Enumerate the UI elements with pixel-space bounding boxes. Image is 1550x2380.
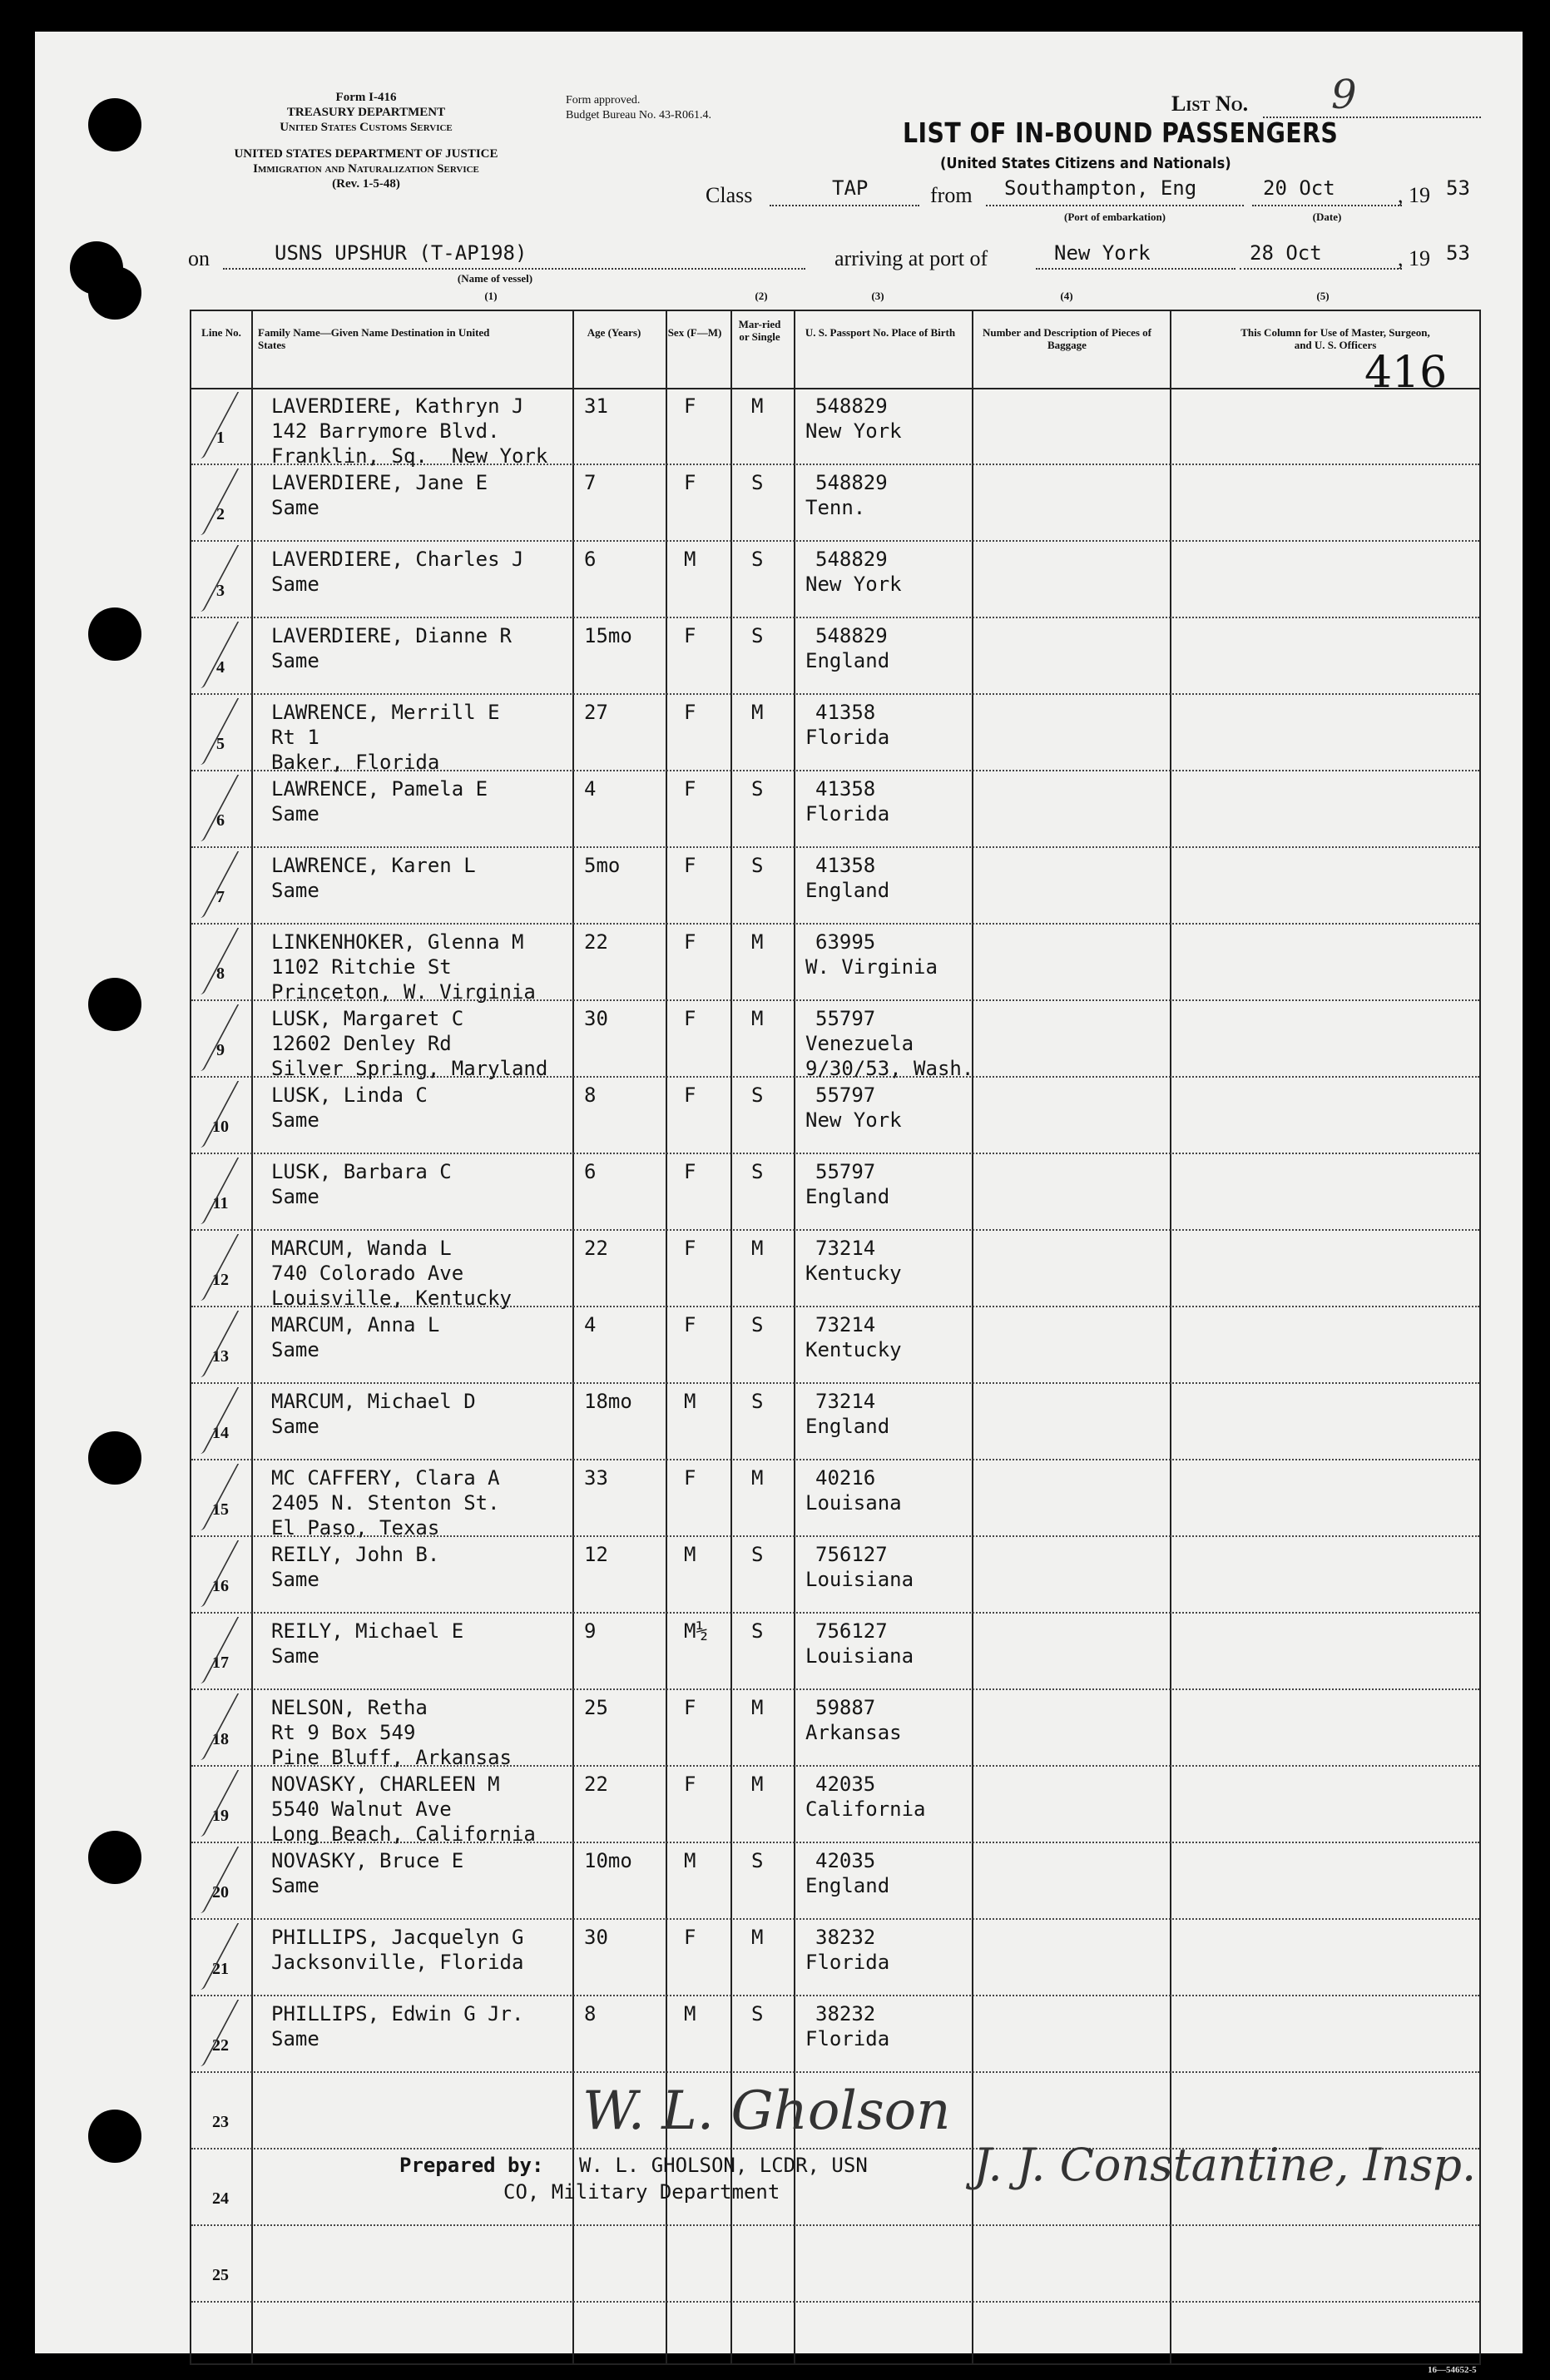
passenger-destination: 5540 Walnut Ave Long Beach, California bbox=[271, 1797, 536, 1846]
arrival-year-prefix: , 19 bbox=[1398, 246, 1430, 270]
prepared-by-name: W. L. GHOLSON, LCDR, USN bbox=[579, 2154, 868, 2177]
col-line-no: Line No. bbox=[201, 326, 241, 339]
row-divider bbox=[191, 693, 1479, 695]
row-divider bbox=[191, 1153, 1479, 1154]
line-number: 16 bbox=[212, 1577, 229, 1595]
passport-number: 63995 bbox=[815, 930, 876, 954]
passenger-sex: M bbox=[684, 548, 696, 571]
place-of-birth: Kentucky bbox=[805, 1262, 902, 1285]
place-of-birth: Florida bbox=[805, 1951, 890, 1974]
ins-label: Immigration and Naturalization Service bbox=[253, 162, 479, 176]
row-divider bbox=[191, 846, 1479, 848]
line-number: 17 bbox=[212, 1654, 229, 1672]
passport-number: 73214 bbox=[815, 1313, 876, 1336]
passenger-name: LAVERDIERE, Jane E bbox=[271, 471, 488, 494]
passenger-age: 8 bbox=[584, 1083, 597, 1107]
row-divider bbox=[191, 617, 1479, 618]
line-number: 5 bbox=[216, 735, 225, 753]
passenger-name: LAVERDIERE, Kathryn J bbox=[271, 394, 524, 418]
passport-number: 756127 bbox=[815, 1619, 888, 1643]
passport-number: 59887 bbox=[815, 1696, 876, 1719]
passenger-marital-status: M bbox=[751, 394, 764, 418]
passenger-age: 12 bbox=[584, 1543, 608, 1566]
passport-number: 55797 bbox=[815, 1083, 876, 1107]
embarkation-date: 20 Oct bbox=[1263, 176, 1335, 200]
passenger-destination: Same bbox=[271, 1568, 319, 1591]
col-divider bbox=[972, 311, 973, 2363]
on-label: on bbox=[188, 246, 210, 270]
row-divider bbox=[191, 1229, 1479, 1231]
line-number: 12 bbox=[212, 1271, 229, 1289]
passenger-sex: M bbox=[684, 2002, 696, 2025]
passenger-sex: F bbox=[684, 1696, 696, 1719]
passenger-destination: 1102 Ritchie St Princeton, W. Virginia bbox=[271, 955, 536, 1004]
agency-header bbox=[179, 90, 553, 135]
passenger-name: REILY, John B. bbox=[271, 1543, 440, 1566]
passenger-marital-status: S bbox=[751, 1849, 764, 1872]
passenger-destination: Same bbox=[271, 802, 319, 826]
passenger-sex: F bbox=[684, 1160, 696, 1183]
row-divider bbox=[191, 1995, 1479, 1996]
prepared-by-label: Prepared by: bbox=[399, 2154, 544, 2177]
passenger-marital-status: M bbox=[751, 1237, 764, 1260]
place-of-birth: England bbox=[805, 1415, 890, 1438]
passenger-name: LAWRENCE, Karen L bbox=[271, 854, 476, 877]
col-divider bbox=[572, 311, 574, 2363]
passenger-age: 10mo bbox=[584, 1849, 632, 1872]
place-of-birth: Louisana bbox=[805, 1491, 902, 1515]
port-embark-caption: (Port of embarkation) bbox=[1063, 211, 1166, 223]
passenger-name: NOVASKY, CHARLEEN M bbox=[271, 1773, 500, 1796]
vessel-name: USNS UPSHUR (T-AP198) bbox=[275, 241, 527, 265]
col-divider bbox=[794, 311, 795, 2363]
passenger-name: LUSK, Linda C bbox=[271, 1083, 428, 1107]
passenger-marital-status: M bbox=[751, 1007, 764, 1030]
passenger-age: 4 bbox=[584, 1313, 597, 1336]
passenger-marital-status: S bbox=[751, 1160, 764, 1183]
passport-number: 73214 bbox=[815, 1390, 876, 1413]
line-number: 19 bbox=[212, 1807, 229, 1825]
passport-number: 41358 bbox=[815, 854, 876, 877]
place-of-birth: Venezuela 9/30/53, Wash. bbox=[805, 1032, 974, 1080]
punch-hole bbox=[88, 1831, 141, 1884]
passenger-age: 22 bbox=[584, 930, 608, 954]
passport-number: 548829 bbox=[815, 471, 888, 494]
place-of-birth: England bbox=[805, 879, 890, 902]
passenger-destination: Same bbox=[271, 1644, 319, 1668]
passenger-destination: 2405 N. Stenton St. El Paso, Texas bbox=[271, 1491, 500, 1540]
class-rule bbox=[770, 205, 919, 206]
passenger-age: 6 bbox=[584, 1160, 597, 1183]
passenger-name: MARCUM, Wanda L bbox=[271, 1237, 452, 1260]
passenger-name: MARCUM, Anna L bbox=[271, 1313, 440, 1336]
punch-hole bbox=[88, 607, 141, 661]
passenger-destination: 12602 Denley Rd Silver Spring, Maryland bbox=[271, 1032, 548, 1080]
line-number: 11 bbox=[212, 1194, 229, 1212]
officials-stamp-number: 416 bbox=[1364, 348, 1448, 398]
passenger-destination: 142 Barrymore Blvd. Franklin, Sq. New York bbox=[271, 419, 548, 468]
line-number: 22 bbox=[212, 2036, 229, 2055]
passenger-marital-status: M bbox=[751, 930, 764, 954]
embarkation-port: Southampton, Eng bbox=[1004, 176, 1197, 200]
passenger-marital-status: M bbox=[751, 1926, 764, 1949]
place-of-birth: England bbox=[805, 1874, 890, 1897]
list-no-value: 9 bbox=[1331, 72, 1357, 118]
col-marker: (1) bbox=[484, 290, 498, 302]
passenger-sex: F bbox=[684, 624, 696, 647]
place-of-birth: Tenn. bbox=[805, 496, 866, 519]
passenger-marital-status: M bbox=[751, 701, 764, 724]
passenger-age: 30 bbox=[584, 1926, 608, 1949]
passenger-destination: Jacksonville, Florida bbox=[271, 1951, 524, 1974]
form-print-code: 16—54652-5 bbox=[1428, 2365, 1477, 2375]
place-of-birth: Kentucky bbox=[805, 1338, 902, 1361]
passenger-age: 15mo bbox=[584, 624, 632, 647]
place-of-birth: Arkansas bbox=[805, 1721, 902, 1744]
passenger-sex: F bbox=[684, 930, 696, 954]
col-sex: Sex (F—M) bbox=[667, 326, 722, 339]
passenger-age: 22 bbox=[584, 1773, 608, 1796]
passenger-destination: Same bbox=[271, 649, 319, 672]
line-number: 10 bbox=[212, 1118, 229, 1136]
passenger-destination: Same bbox=[271, 1338, 319, 1361]
customs-label: United States Customs Service bbox=[280, 121, 453, 134]
class-value: TAP bbox=[832, 176, 869, 200]
passenger-sex: M bbox=[684, 1849, 696, 1872]
col-marker: (2) bbox=[755, 290, 768, 302]
embark-date-rule bbox=[1252, 205, 1402, 206]
page-subtitle: (United States Citizens and Nationals) bbox=[940, 155, 1231, 172]
passenger-age: 8 bbox=[584, 2002, 597, 2025]
vessel-caption: (Name of vessel) bbox=[457, 272, 533, 285]
passenger-age: 30 bbox=[584, 1007, 608, 1030]
passport-number: 548829 bbox=[815, 624, 888, 647]
from-label: from bbox=[930, 183, 973, 207]
place-of-birth: England bbox=[805, 649, 890, 672]
place-of-birth: W. Virginia bbox=[805, 955, 938, 979]
line-number: 14 bbox=[212, 1424, 229, 1442]
passenger-sex: F bbox=[684, 777, 696, 801]
passport-number: 42035 bbox=[815, 1773, 876, 1796]
passenger-destination: Same bbox=[271, 1415, 319, 1438]
punch-hole bbox=[88, 98, 141, 151]
signature-gholson: W. L. Gholson bbox=[582, 2080, 951, 2142]
passport-number: 38232 bbox=[815, 1926, 876, 1949]
passenger-name: REILY, Michael E bbox=[271, 1619, 464, 1643]
passenger-sex: F bbox=[684, 1773, 696, 1796]
place-of-birth: California bbox=[805, 1797, 926, 1821]
passenger-age: 18mo bbox=[584, 1390, 632, 1413]
passenger-marital-status: M bbox=[751, 1466, 764, 1490]
passenger-name: LAWRENCE, Pamela E bbox=[271, 777, 488, 801]
arrival-date: 28 Oct bbox=[1250, 241, 1322, 265]
passenger-age: 4 bbox=[584, 777, 597, 801]
passenger-name: NOVASKY, Bruce E bbox=[271, 1849, 464, 1872]
treasury-label: TREASURY DEPARTMENT bbox=[286, 106, 446, 119]
place-of-birth: Louisiana bbox=[805, 1644, 914, 1668]
passport-number: 756127 bbox=[815, 1543, 888, 1566]
passenger-name: LAVERDIERE, Charles J bbox=[271, 548, 524, 571]
row-divider bbox=[191, 1459, 1479, 1460]
embark-year-prefix: , 19 bbox=[1398, 183, 1430, 207]
passenger-destination: 740 Colorado Ave Louisville, Kentucky bbox=[271, 1262, 512, 1310]
passport-number: 38232 bbox=[815, 2002, 876, 2025]
passport-number: 42035 bbox=[815, 1849, 876, 1872]
passenger-marital-status: M bbox=[751, 1773, 764, 1796]
col-marker: (4) bbox=[1060, 290, 1073, 302]
budget-bureau: Budget Bureau No. 43-R061.4. bbox=[566, 109, 711, 121]
form-approved: Form approved. bbox=[566, 94, 641, 107]
form-number: Form I-416 bbox=[335, 91, 397, 104]
passenger-sex: F bbox=[684, 701, 696, 724]
passenger-name: LAWRENCE, Merrill E bbox=[271, 701, 500, 724]
prepared-by-title: CO, Military Department bbox=[503, 2180, 780, 2204]
col-age: Age (Years) bbox=[587, 326, 641, 339]
col-divider bbox=[666, 311, 667, 2363]
passport-number: 41358 bbox=[815, 701, 876, 724]
line-number: 21 bbox=[212, 1960, 229, 1978]
passenger-sex: F bbox=[684, 1083, 696, 1107]
line-number: 24 bbox=[212, 2189, 229, 2208]
passenger-sex: M½ bbox=[684, 1619, 708, 1643]
revision-label: (Rev. 1-5-48) bbox=[332, 177, 400, 191]
passenger-destination: Same bbox=[271, 496, 319, 519]
col-passport: U. S. Passport No. Place of Birth bbox=[805, 326, 956, 339]
list-no-label: List No. bbox=[1171, 92, 1249, 116]
col-marker: (3) bbox=[871, 290, 884, 302]
passenger-name: LUSK, Margaret C bbox=[271, 1007, 464, 1030]
passenger-name: LINKENHOKER, Glenna M bbox=[271, 930, 524, 954]
punch-hole bbox=[88, 266, 141, 320]
passport-number: 55797 bbox=[815, 1007, 876, 1030]
col-divider bbox=[251, 311, 253, 2363]
row-divider bbox=[191, 1918, 1479, 1920]
header-divider bbox=[191, 388, 1479, 389]
passenger-age: 31 bbox=[584, 394, 608, 418]
passenger-destination: Same bbox=[271, 1108, 319, 1132]
line-number: 13 bbox=[212, 1347, 229, 1366]
passenger-age: 25 bbox=[584, 1696, 608, 1719]
passenger-sex: M bbox=[684, 1390, 696, 1413]
passenger-age: 6 bbox=[584, 548, 597, 571]
signature-inspector: J. J. Constantine, Insp. bbox=[973, 2139, 1477, 2191]
doj-header bbox=[179, 146, 553, 191]
line-number: 4 bbox=[216, 658, 225, 677]
passport-number: 548829 bbox=[815, 394, 888, 418]
passport-number: 55797 bbox=[815, 1160, 876, 1183]
passenger-marital-status: S bbox=[751, 777, 764, 801]
arrival-port-rule bbox=[1036, 268, 1236, 270]
passenger-marital-status: S bbox=[751, 1083, 764, 1107]
col-divider bbox=[1170, 311, 1171, 2363]
row-divider bbox=[191, 1688, 1479, 1690]
place-of-birth: Florida bbox=[805, 802, 890, 826]
line-number: 23 bbox=[212, 2113, 229, 2131]
col-divider bbox=[730, 311, 732, 2363]
passenger-destination: Same bbox=[271, 2027, 319, 2050]
line-number: 3 bbox=[216, 582, 225, 600]
place-of-birth: New York bbox=[805, 1108, 902, 1132]
passenger-destination: Same bbox=[271, 1874, 319, 1897]
line-number: 15 bbox=[212, 1500, 229, 1519]
passenger-name: MARCUM, Michael D bbox=[271, 1390, 476, 1413]
passenger-sex: F bbox=[684, 394, 696, 418]
line-number: 8 bbox=[216, 964, 225, 983]
passenger-sex: F bbox=[684, 1237, 696, 1260]
col-marker: (5) bbox=[1316, 290, 1330, 302]
arrival-port: New York bbox=[1054, 241, 1151, 265]
page-title: LIST OF IN-BOUND PASSENGERS bbox=[903, 117, 1339, 149]
row-divider bbox=[191, 540, 1479, 542]
passport-number: 548829 bbox=[815, 548, 888, 571]
passenger-destination: Rt 1 Baker, Florida bbox=[271, 726, 440, 774]
passport-number: 41358 bbox=[815, 777, 876, 801]
passenger-name: LUSK, Barbara C bbox=[271, 1160, 452, 1183]
row-divider bbox=[191, 2301, 1479, 2303]
passenger-marital-status: S bbox=[751, 548, 764, 571]
row-divider bbox=[191, 1612, 1479, 1614]
place-of-birth: England bbox=[805, 1185, 890, 1208]
place-of-birth: New York bbox=[805, 573, 902, 596]
place-of-birth: New York bbox=[805, 419, 902, 443]
passenger-age: 7 bbox=[584, 471, 597, 494]
passenger-marital-status: S bbox=[751, 471, 764, 494]
row-divider bbox=[191, 2071, 1479, 2073]
passenger-age: 33 bbox=[584, 1466, 608, 1490]
passenger-name: NELSON, Retha bbox=[271, 1696, 428, 1719]
passenger-sex: F bbox=[684, 1007, 696, 1030]
place-of-birth: Louisiana bbox=[805, 1568, 914, 1591]
row-divider bbox=[191, 1382, 1479, 1384]
line-number: 9 bbox=[216, 1041, 225, 1059]
passport-number: 73214 bbox=[815, 1237, 876, 1260]
col-officials: This Column for Use of Master, Surgeon, and U. S. Officers bbox=[1240, 326, 1430, 351]
passenger-marital-status: S bbox=[751, 624, 764, 647]
passenger-marital-status: S bbox=[751, 854, 764, 877]
passenger-marital-status: M bbox=[751, 1696, 764, 1719]
arriving-label: arriving at port of bbox=[834, 246, 988, 270]
col-married: Mar-ried or Single bbox=[738, 318, 781, 343]
punch-hole bbox=[88, 978, 141, 1031]
passenger-name: PHILLIPS, Jacquelyn G bbox=[271, 1926, 524, 1949]
passenger-name: MC CAFFERY, Clara A bbox=[271, 1466, 500, 1490]
passenger-destination: Same bbox=[271, 879, 319, 902]
doj-label: UNITED STATES DEPARTMENT OF JUSTICE bbox=[234, 147, 498, 161]
passenger-sex: M bbox=[684, 1543, 696, 1566]
row-divider bbox=[191, 2224, 1479, 2226]
punch-hole bbox=[88, 1431, 141, 1485]
passenger-age: 27 bbox=[584, 701, 608, 724]
punch-hole bbox=[88, 2110, 141, 2163]
passenger-marital-status: S bbox=[751, 1313, 764, 1336]
line-number: 20 bbox=[212, 1883, 229, 1902]
line-number: 2 bbox=[216, 505, 225, 523]
passenger-sex: F bbox=[684, 1313, 696, 1336]
passenger-sex: F bbox=[684, 854, 696, 877]
passenger-destination: Same bbox=[271, 573, 319, 596]
passenger-marital-status: S bbox=[751, 1619, 764, 1643]
date-caption: (Date) bbox=[1312, 211, 1342, 223]
arrival-year: 53 bbox=[1446, 241, 1470, 265]
line-number: 25 bbox=[212, 2266, 229, 2284]
vessel-rule bbox=[223, 268, 805, 270]
line-number: 7 bbox=[216, 888, 225, 906]
line-number: 1 bbox=[216, 429, 225, 447]
passenger-age: 22 bbox=[584, 1237, 608, 1260]
line-number: 6 bbox=[216, 811, 225, 830]
passenger-destination: Same bbox=[271, 1185, 319, 1208]
col-name: Family Name—Given Name Destination in United States bbox=[258, 326, 490, 351]
row-divider bbox=[191, 923, 1479, 925]
passenger-marital-status: S bbox=[751, 1543, 764, 1566]
place-of-birth: Florida bbox=[805, 2027, 890, 2050]
passenger-name: PHILLIPS, Edwin G Jr. bbox=[271, 2002, 524, 2025]
col-baggage: Number and Description of Pieces of Baggage bbox=[982, 326, 1152, 351]
passenger-sex: F bbox=[684, 1466, 696, 1490]
passenger-sex: F bbox=[684, 1926, 696, 1949]
passenger-age: 5mo bbox=[584, 854, 621, 877]
place-of-birth: Florida bbox=[805, 726, 890, 749]
arrival-date-rule bbox=[1240, 268, 1402, 270]
line-number: 18 bbox=[212, 1730, 229, 1748]
budget-header bbox=[566, 93, 757, 123]
embarkation-year: 53 bbox=[1446, 176, 1470, 200]
passenger-destination: Rt 9 Box 549 Pine Bluff, Arkansas bbox=[271, 1721, 512, 1769]
passenger-sex: F bbox=[684, 471, 696, 494]
passenger-name: LAVERDIERE, Dianne R bbox=[271, 624, 512, 647]
passenger-marital-status: S bbox=[751, 2002, 764, 2025]
passenger-age: 9 bbox=[584, 1619, 597, 1643]
from-rule bbox=[986, 205, 1244, 206]
class-label: Class bbox=[706, 183, 753, 207]
passport-number: 40216 bbox=[815, 1466, 876, 1490]
passenger-marital-status: S bbox=[751, 1390, 764, 1413]
